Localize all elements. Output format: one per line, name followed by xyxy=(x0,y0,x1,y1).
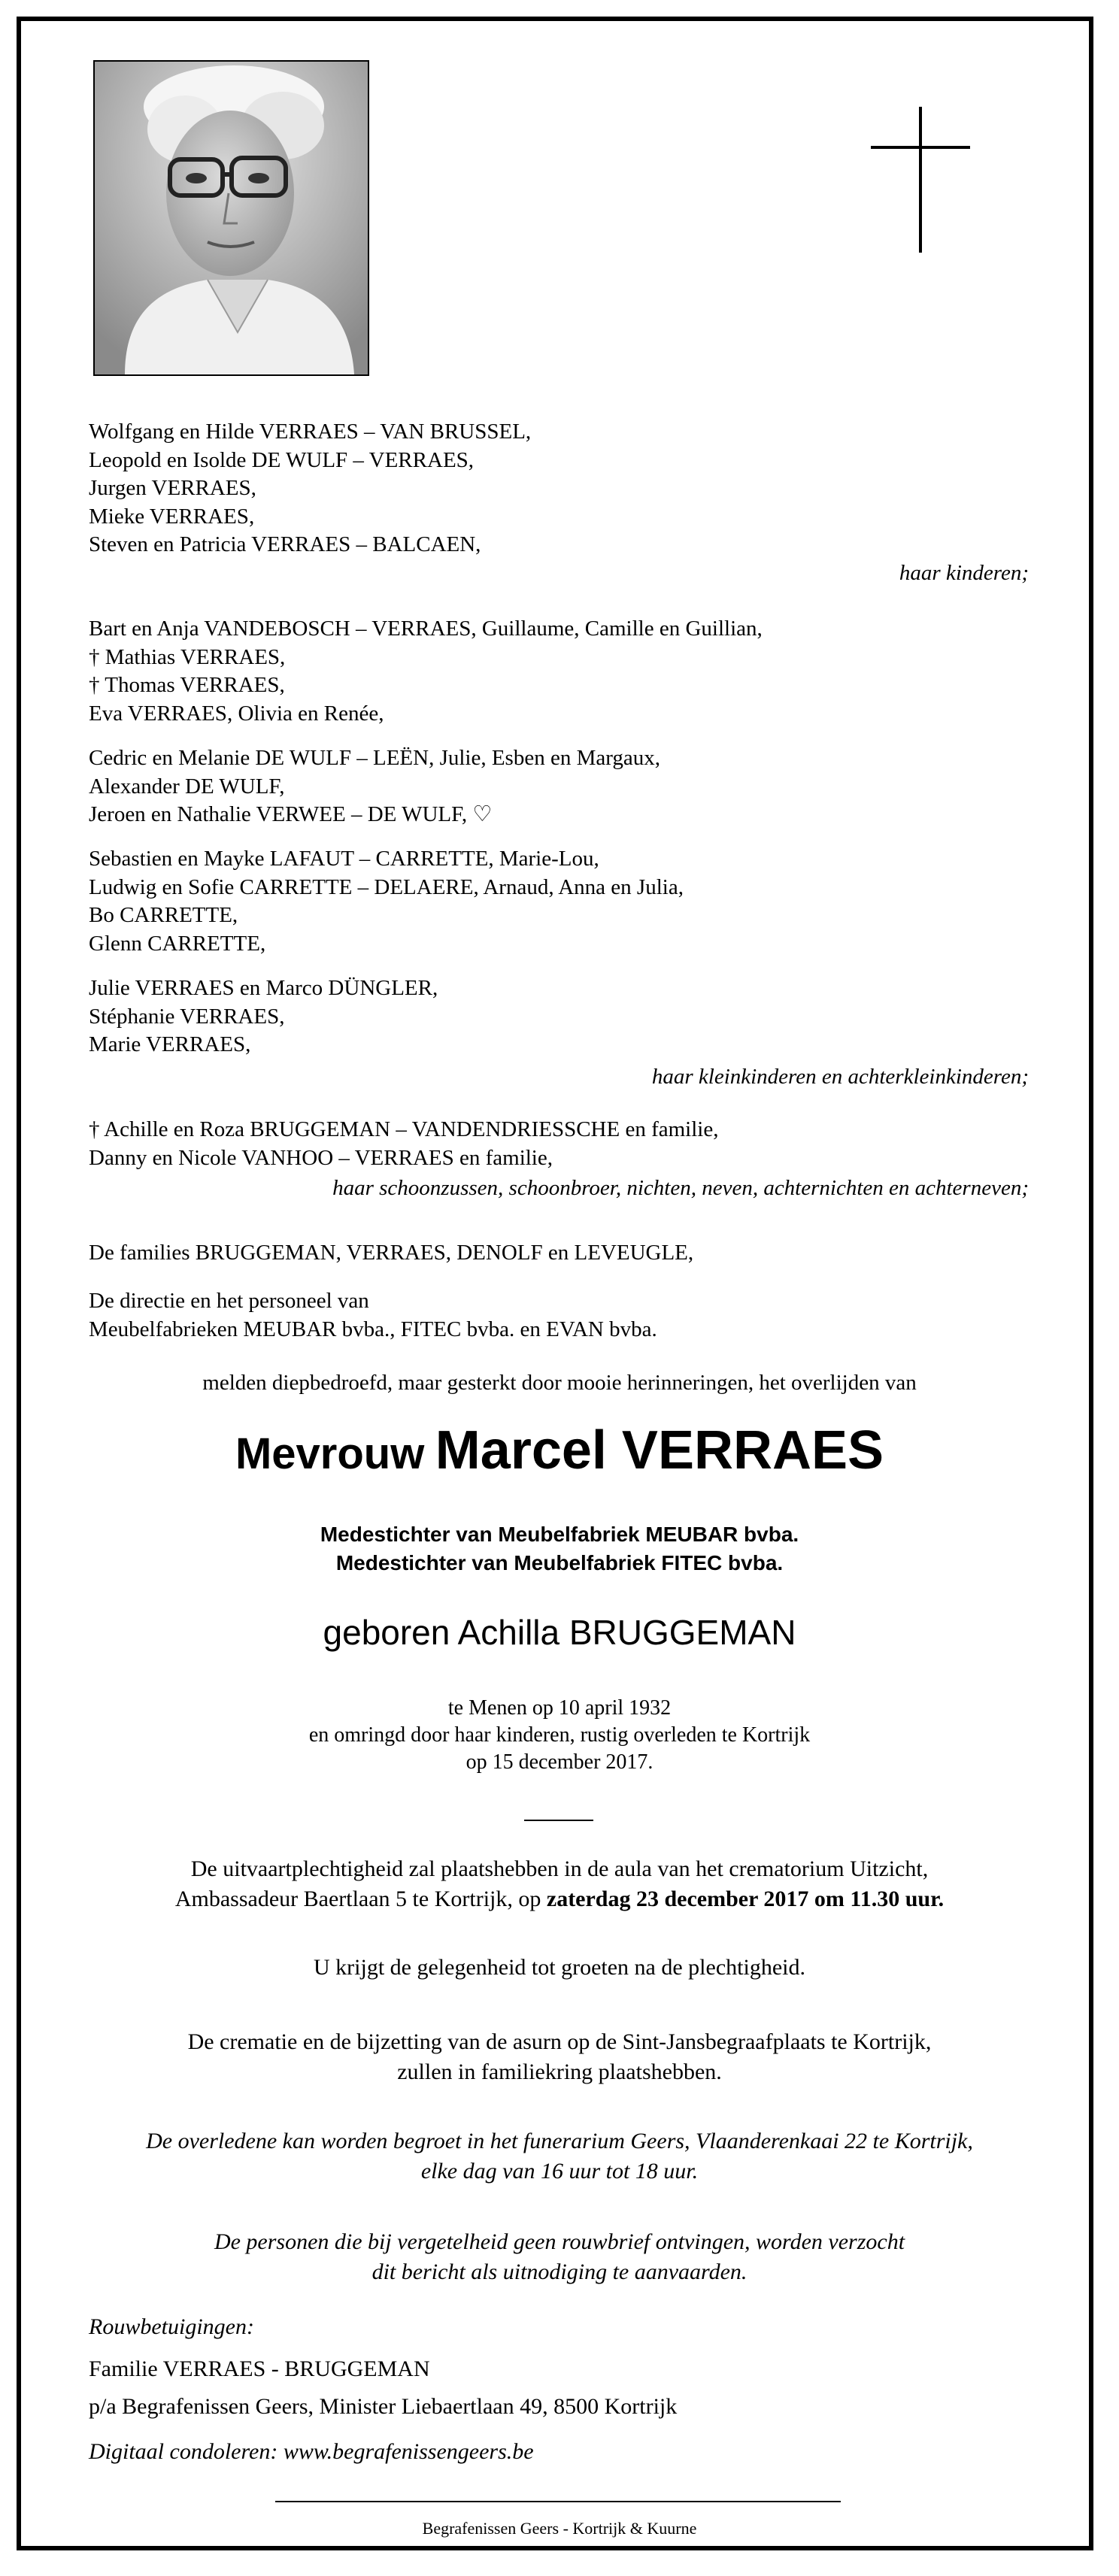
separator xyxy=(524,1820,593,1821)
children-list xyxy=(89,418,1029,559)
footer-divider xyxy=(275,2501,841,2502)
grandchildren-group-4 xyxy=(89,974,1029,1059)
family-line: Marie VERRAES, xyxy=(89,1032,251,1057)
family-line: Julie VERRAES en Marco DÜNGLER, xyxy=(89,976,438,1000)
families-line xyxy=(89,1239,1029,1268)
date-line: op 15 december 2017. xyxy=(465,1750,654,1774)
footer-text: Begrafenissen Geers - Kortrijk & Kuurne xyxy=(422,2519,697,2538)
ceremony-place: Ambassadeur Baertlaan 5 te Kortrijk, op xyxy=(174,1887,547,1911)
in-laws-list xyxy=(89,1116,1029,1172)
deceased-titles xyxy=(0,1520,1119,1577)
funerarium-line: elke dag van 16 uur tot 18 uur. xyxy=(420,2159,699,2184)
born-as: geboren Achilla BRUGGEMAN xyxy=(323,1613,796,1652)
grandchildren-group-3 xyxy=(89,845,1029,958)
invitation-line: De personen die bij vergetelheid geen rouwbrief ontvingen, worden verzocht xyxy=(214,2229,905,2254)
grandchildren-group-1 xyxy=(89,615,1029,728)
family-line: Steven en Patricia VERRAES – BALCAEN, xyxy=(89,532,481,557)
family-line: Leopold en Isolde DE WULF – VERRAES, xyxy=(89,447,475,472)
funerarium-line: De overledene kan worden begroet in het funerarium Geers, Vlaanderenkaai 22 te Kortrijk, xyxy=(146,2129,973,2153)
ceremony-block xyxy=(0,1854,1119,1914)
family-line: Wolfgang en Hilde VERRAES – VAN BRUSSEL, xyxy=(89,420,532,444)
cremation-line: De crematie en de bijzetting van de asurn op de Sint-Jansbegraafplaats te Kortrijk, xyxy=(187,2029,932,2054)
condolences-online[interactable]: Digitaal condoleren: www.begrafenissengeers.be xyxy=(89,2439,534,2464)
condolences-heading: Rouwbetuigingen: xyxy=(89,2314,254,2339)
family-line: † Achille en Roza BRUGGEMAN – VANDENDRIESSCHE en familie, xyxy=(89,1117,719,1141)
children-role: haar kinderen; xyxy=(899,561,1029,585)
family-line: Bart en Anja VANDEBOSCH – VERRAES, Guillaume, Camille en Guillian, xyxy=(89,617,763,641)
family-line: Jeroen en Nathalie VERWEE – DE WULF, ♡ xyxy=(89,802,493,827)
company-line: De directie en het personeel van xyxy=(89,1289,369,1313)
family-line: Mieke VERRAES, xyxy=(89,504,255,529)
family-line: Danny en Nicole VANHOO – VERRAES en familie, xyxy=(89,1145,553,1170)
family-line: Cedric en Melanie DE WULF – LEËN, Julie, Esben en Margaux, xyxy=(89,746,660,770)
cross-icon xyxy=(919,107,922,253)
dates-block xyxy=(0,1695,1119,1776)
portrait-photo xyxy=(93,60,369,376)
company-block xyxy=(89,1287,1029,1344)
in-laws-role: haar schoonzussen, schoonbroer, nichten, neven, achternichten en achterneven; xyxy=(332,1176,1029,1200)
family-line: Eva VERRAES, Olivia en Renée, xyxy=(89,701,384,726)
invitation-line: dit bericht als uitnodiging te aanvaarden. xyxy=(371,2259,748,2284)
family-line: Glenn CARRETTE, xyxy=(89,931,266,956)
funerarium-block xyxy=(0,2126,1119,2187)
family-line: Ludwig en Sofie CARRETTE – DELAERE, Arnaud, Anna en Julia, xyxy=(89,874,684,899)
invitation-block xyxy=(0,2227,1119,2287)
ceremony-line: De uitvaartplechtigheid zal plaatshebben in de aula van het crematorium Uitzicht, xyxy=(190,1856,929,1881)
date-line: en omringd door haar kinderen, rustig overleden te Kortrijk xyxy=(308,1723,811,1747)
grandchildren-group-2 xyxy=(89,744,1029,829)
announcement-text: melden diepbedroefd, maar gesterkt door mooie herinneringen, het overlijden van xyxy=(202,1371,917,1395)
cremation-block xyxy=(0,2027,1119,2087)
title-line: Medestichter van Meubelfabriek MEUBAR bvba. xyxy=(320,1523,799,1546)
family-line: Jurgen VERRAES, xyxy=(89,476,256,501)
condolences-address: p/a Begrafenissen Geers, Minister Liebaertlaan 49, 8500 Kortrijk xyxy=(89,2394,678,2419)
deceased-prefix: Mevrouw xyxy=(235,1429,425,1478)
cremation-line: zullen in familiekring plaatshebben. xyxy=(397,2059,722,2084)
portrait-image xyxy=(95,62,368,374)
deceased-name-block xyxy=(0,1420,1119,1481)
family-line: Bo CARRETTE, xyxy=(89,903,238,928)
ceremony-line-2 xyxy=(0,1884,1119,1914)
title-line: Medestichter van Meubelfabriek FITEC bvba. xyxy=(335,1551,784,1574)
family-line: † Thomas VERRAES, xyxy=(89,673,285,698)
condolences-family: Familie VERRAES - BRUGGEMAN xyxy=(89,2356,430,2381)
greeting-text: U krijgt de gelegenheid tot groeten na de plechtigheid. xyxy=(314,1955,805,1980)
deceased-name: Marcel VERRAES xyxy=(435,1420,884,1480)
ceremony-date: zaterdag 23 december 2017 om 11.30 uur. xyxy=(546,1887,945,1911)
grandchildren-role: haar kleinkinderen en achterkleinkinderen; xyxy=(651,1065,1029,1089)
family-line: Alexander DE WULF, xyxy=(89,774,285,799)
family-line: † Mathias VERRAES, xyxy=(89,644,286,669)
date-line: te Menen op 10 april 1932 xyxy=(447,1696,672,1720)
family-line: De families BRUGGEMAN, VERRAES, DENOLF en LEVEUGLE, xyxy=(89,1241,694,1265)
cross-icon-bar xyxy=(871,146,970,149)
family-line: Stéphanie VERRAES, xyxy=(89,1004,285,1029)
family-line: Sebastien en Mayke LAFAUT – CARRETTE, Marie-Lou, xyxy=(89,847,599,871)
company-line: Meubelfabrieken MEUBAR bvba., FITEC bvba. en EVAN bvba. xyxy=(89,1317,657,1341)
